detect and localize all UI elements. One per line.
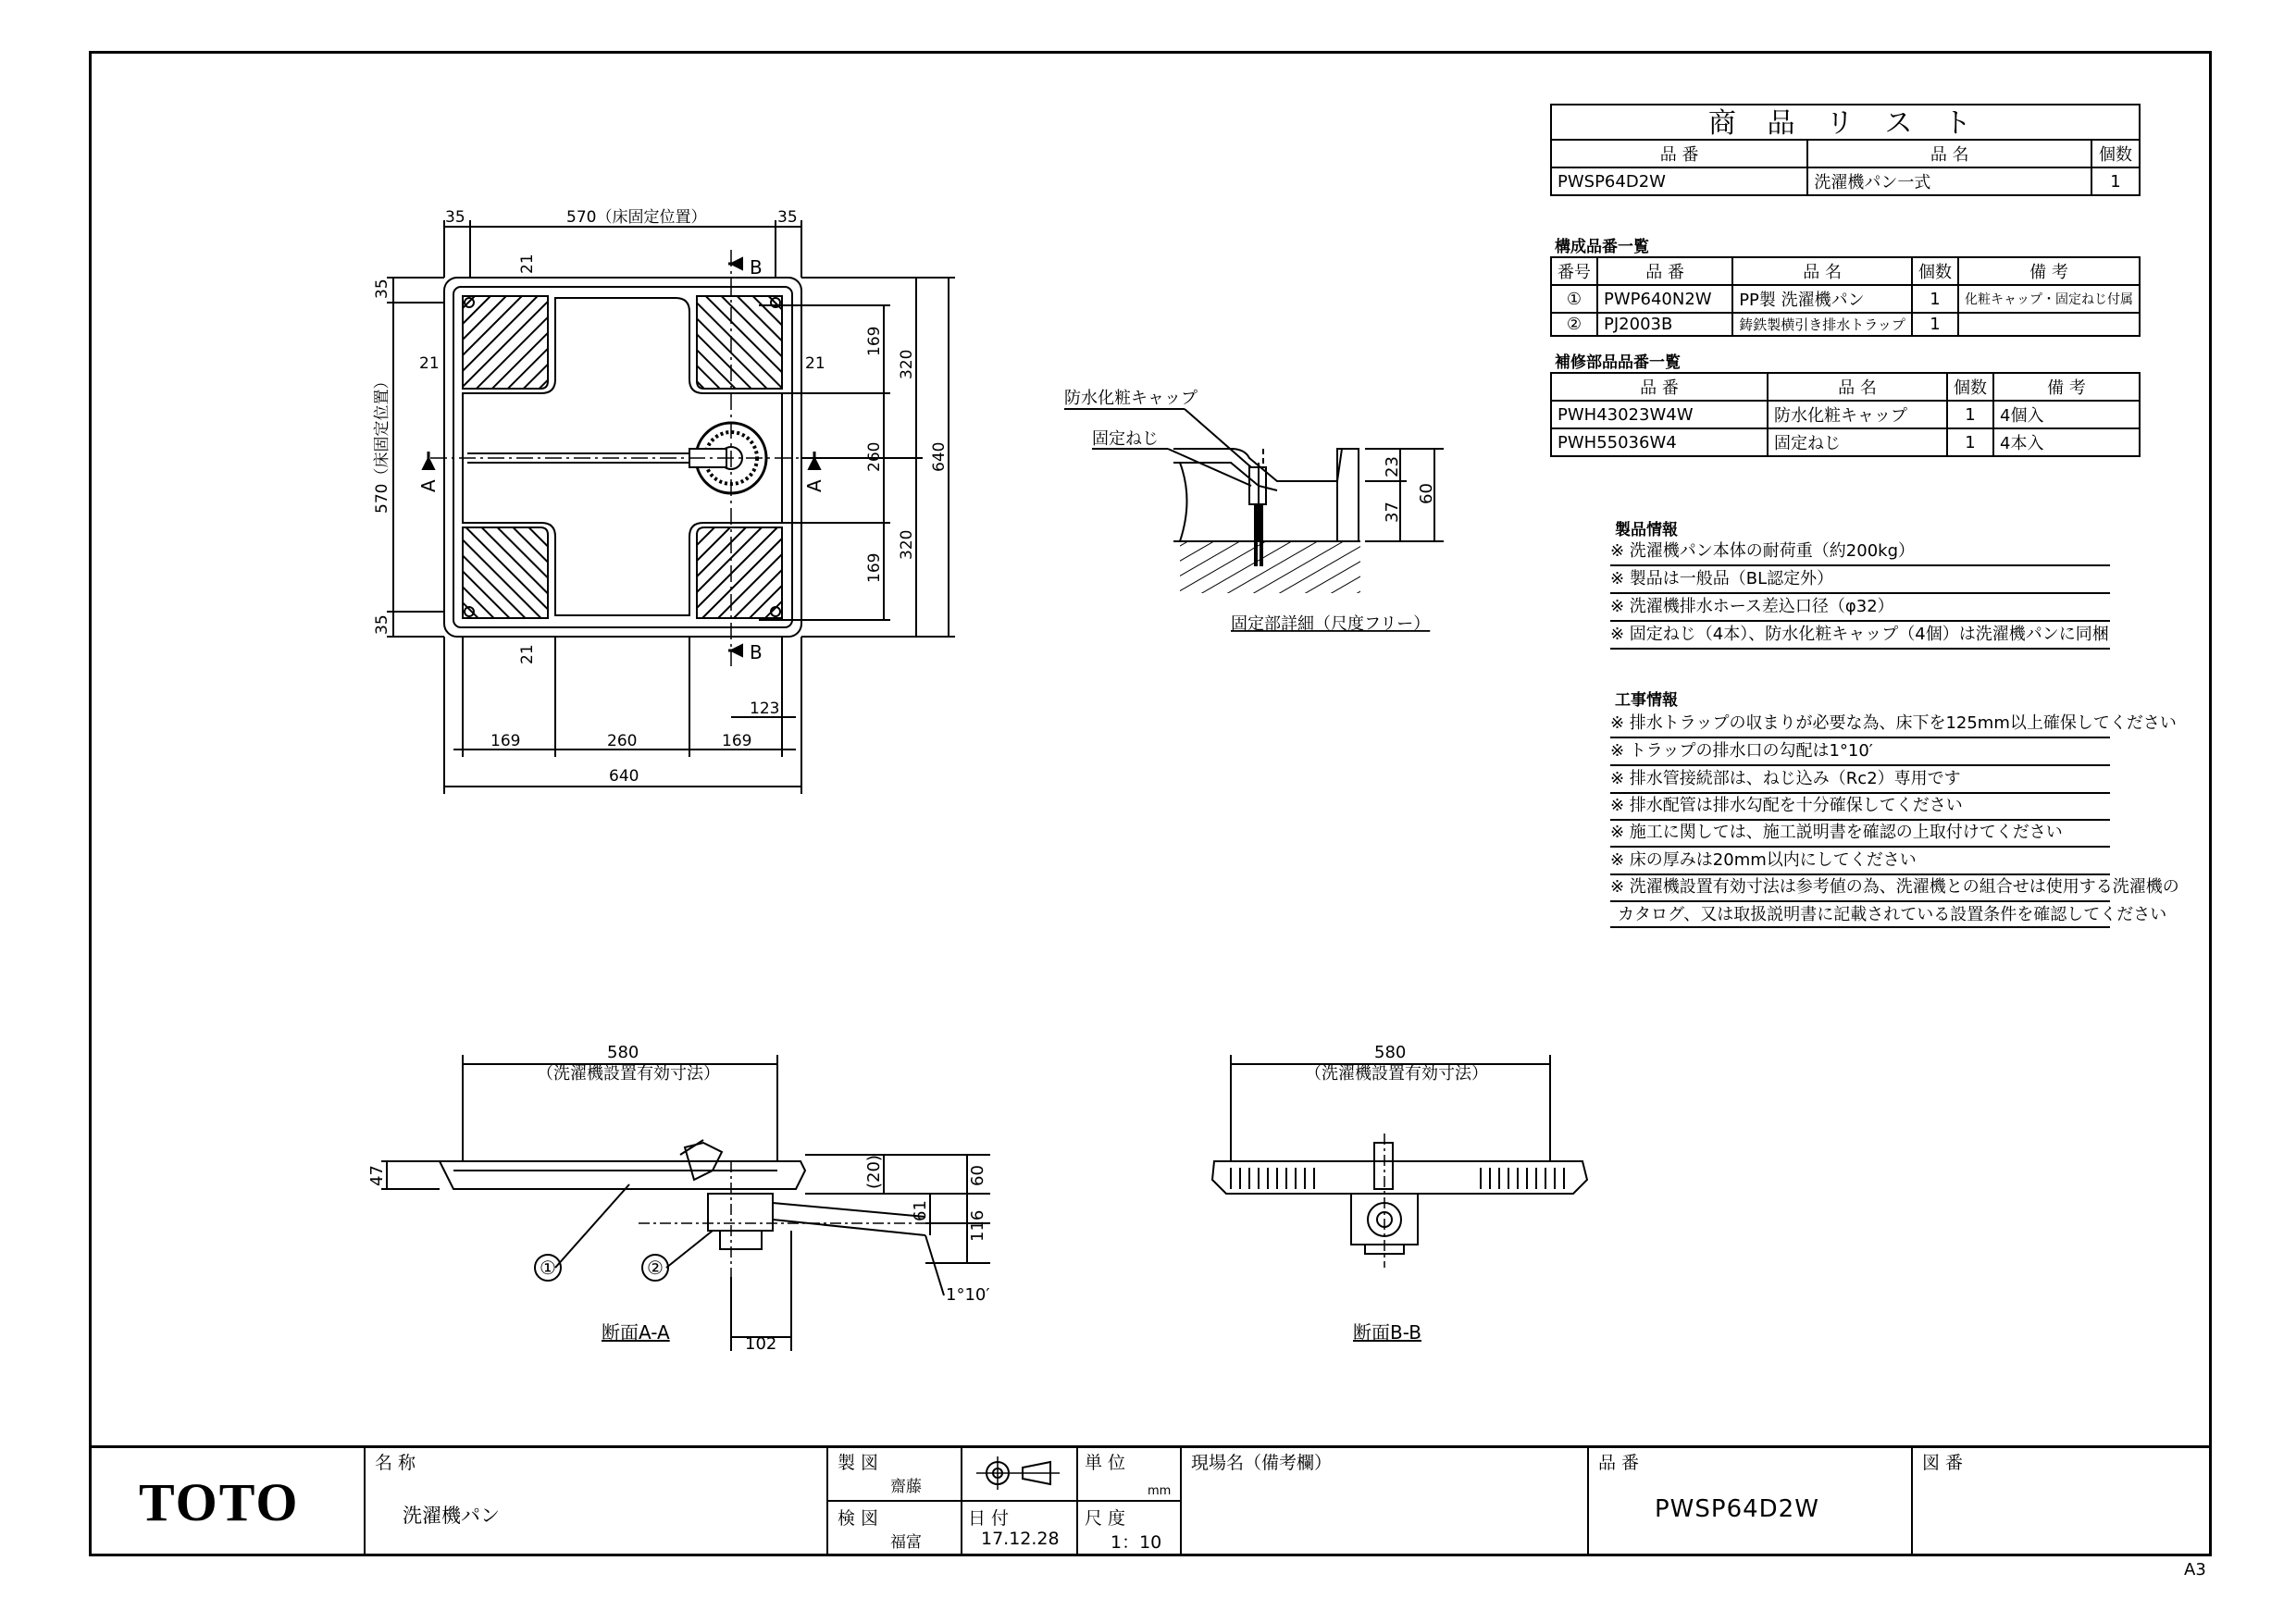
dim-label: 570（床固定位置）	[566, 208, 707, 227]
dim-label: 60	[1417, 483, 1436, 504]
divider	[1587, 1445, 1589, 1556]
fixing-detail-labels	[1064, 389, 1436, 634]
header-part-no: 品 番	[1551, 140, 1807, 167]
part-value: PWSP64D2W	[1655, 1495, 1819, 1523]
toto-logo: TOTO	[139, 1472, 300, 1532]
dim-label: 123	[750, 700, 780, 718]
header-remarks: 備 考	[1958, 257, 2140, 285]
header-part-no: 品 番	[1551, 373, 1768, 401]
divider	[1911, 1445, 1913, 1556]
header-qty: 個数	[1912, 257, 1958, 285]
cap-label: 防水化粧キャップ	[1064, 389, 1198, 408]
dim-label: 21	[518, 254, 537, 274]
dim-label: 580	[607, 1043, 639, 1062]
product-info-item: ※ 洗濯機パン本体の耐荷重（約200kg）	[1610, 539, 2110, 566]
section-b-label: B	[750, 256, 763, 279]
cell-part-name: PP製 洗濯機パン	[1732, 285, 1912, 313]
projection-symbol-icon	[967, 1451, 1069, 1495]
cell-part-name: 防水化粧キャップ	[1768, 401, 1947, 428]
construction-info-item: ※ 床の厚みは20mm以内にしてください	[1610, 848, 2110, 875]
callout-2: ②	[647, 1257, 664, 1279]
dim-label: 640	[930, 441, 949, 472]
cell-qty: 1	[1947, 428, 1993, 456]
cell-index: ①	[1551, 285, 1597, 313]
dim-label: 21	[419, 354, 440, 373]
cell-part-no: PWH55036W4	[1551, 428, 1768, 456]
dim-label: 570（床固定位置）	[373, 373, 391, 514]
site-label: 現場名（備考欄）	[1191, 1453, 1333, 1473]
unit-label: 単 位	[1085, 1453, 1126, 1473]
header-qty: 個数	[2091, 140, 2140, 167]
construction-info-title: 工事情報	[1615, 691, 1678, 710]
cell-part-no: PWSP64D2W	[1551, 167, 1807, 195]
dim-label: 169	[865, 326, 884, 356]
header-part-name: 品 名	[1807, 140, 2091, 167]
section-bb-title: 断面B-B	[1353, 1321, 1421, 1344]
dim-label: 60	[968, 1165, 987, 1186]
name-label: 名 称	[375, 1453, 416, 1473]
plan-view-labels	[373, 208, 949, 786]
divider	[826, 1500, 1182, 1502]
cell-part-name: 鋳鉄製横引き排水トラップ	[1732, 313, 1912, 336]
cell-part-no: PWP640N2W	[1597, 285, 1732, 313]
section-b-label: B	[750, 641, 763, 663]
sheet-size-label: A3	[2184, 1560, 2206, 1580]
dim-label: 260	[607, 732, 638, 750]
components-title: 構成品番一覧	[1555, 238, 1649, 256]
scale-label: 尺 度	[1085, 1508, 1126, 1529]
date-value: 17.12.28	[981, 1529, 1060, 1549]
dim-label: 169	[722, 732, 752, 750]
cell-qty: 1	[2091, 167, 2140, 195]
header-part-name: 品 名	[1768, 373, 1947, 401]
section-aa-labels	[367, 1043, 989, 1354]
part-label: 品 番	[1598, 1453, 1640, 1473]
cell-part-name: 洗濯機パン一式	[1807, 167, 2091, 195]
cell-part-no: PJ2003B	[1597, 313, 1732, 336]
dim-note: （洗濯機設置有効寸法）	[537, 1064, 720, 1084]
scale-value: 1：10	[1111, 1532, 1162, 1553]
cell-part-name: 固定ねじ	[1768, 428, 1947, 456]
dim-label: 102	[745, 1334, 777, 1354]
dim-label: 169	[865, 552, 884, 583]
section-bb	[1212, 1055, 1587, 1268]
cell-index: ②	[1551, 313, 1597, 336]
header-part-name: 品 名	[1732, 257, 1912, 285]
cell-part-no: PWH43023W4W	[1551, 401, 1768, 428]
product-list-title: 商 品 リ ス ト	[1550, 104, 2141, 141]
drawn-by: 齋藤	[890, 1478, 922, 1496]
screw-label: 固定ねじ	[1092, 429, 1159, 449]
dim-label: 21	[805, 354, 825, 373]
cell-remarks: 4本入	[1993, 428, 2140, 456]
dim-label: 61	[911, 1200, 930, 1221]
cell-remarks: 化粧キャップ・固定ねじ付属	[1958, 285, 2140, 313]
section-aa	[381, 1055, 990, 1351]
name-value: 洗濯機パン	[403, 1505, 500, 1527]
plan-view	[387, 220, 955, 794]
drawing-no-label: 図 番	[1922, 1453, 1964, 1473]
construction-info-item: ※ 排水配管は排水勾配を十分確保してください	[1610, 793, 2110, 821]
unit-value: mm	[1148, 1484, 1172, 1498]
product-info-item: ※ 洗濯機排水ホース差込口径（φ32）	[1610, 594, 2110, 622]
header-part-no: 品 番	[1597, 257, 1732, 285]
dim-label: 116	[968, 1209, 987, 1242]
product-info-item: ※ 製品は一般品（BL認定外）	[1610, 566, 2110, 594]
header-qty: 個数	[1947, 373, 1993, 401]
construction-info-item: ※ 洗濯機設置有効寸法は参考値の為、洗濯機との組合せは使用する洗濯機の	[1610, 874, 2110, 902]
dim-label: 35	[445, 208, 465, 227]
dim-label: 35	[373, 614, 391, 635]
section-a-label: A	[803, 479, 825, 492]
cell-qty: 1	[1912, 313, 1958, 336]
dim-label: 35	[777, 208, 798, 227]
checked-label: 検 図	[838, 1508, 879, 1529]
dim-label: 320	[898, 529, 916, 560]
section-a-label: A	[417, 479, 440, 492]
detail-title: 固定部詳細（尺度フリー）	[1231, 614, 1431, 634]
header-index: 番号	[1551, 257, 1597, 285]
dim-label: 640	[609, 767, 639, 786]
construction-info-item: ※ トラップの排水口の勾配は1°10′	[1610, 738, 2110, 766]
callout-1: ①	[540, 1257, 556, 1279]
cell-qty: 1	[1912, 285, 1958, 313]
cell-qty: 1	[1947, 401, 1993, 428]
dim-note: （洗濯機設置有効寸法）	[1305, 1064, 1488, 1084]
slope-label: 1°10′	[946, 1285, 990, 1305]
dim-label: 47	[367, 1165, 387, 1186]
dim-label: 37	[1383, 502, 1402, 523]
drawn-label: 製 図	[838, 1453, 879, 1473]
construction-info-item: カタログ、又は取扱説明書に記載されている設置条件を確認してください	[1610, 902, 2110, 928]
dim-label: (20)	[864, 1155, 884, 1189]
repair-parts-title: 補修部品品番一覧	[1555, 353, 1681, 372]
dim-label: 580	[1374, 1043, 1407, 1062]
section-aa-title: 断面A-A	[602, 1321, 670, 1344]
date-label: 日 付	[968, 1508, 1010, 1529]
checked-by: 福富	[890, 1533, 922, 1552]
divider	[364, 1445, 366, 1556]
construction-info-item: ※ 排水トラップの収まりが必要な為、床下を125mm以上確保してください	[1610, 711, 2110, 738]
dim-label: 35	[373, 279, 391, 299]
construction-info-item: ※ 排水管接続部は、ねじ込み（Rc2）専用です	[1610, 766, 2110, 794]
dim-label: 320	[898, 349, 916, 379]
dim-label: 21	[518, 644, 537, 664]
product-info-item: ※ 固定ねじ（4本）、防水化粧キャップ（4個）は洗濯機パンに同梱	[1610, 622, 2110, 650]
dim-label: 260	[865, 441, 884, 472]
dim-label: 23	[1383, 456, 1402, 477]
header-remarks: 備 考	[1993, 373, 2140, 401]
dim-label: 169	[490, 732, 521, 750]
cell-remarks: 4個入	[1993, 401, 2140, 428]
product-info-title: 製品情報	[1615, 521, 1678, 539]
construction-info-item: ※ 施工に関しては、施工説明書を確認の上取付けてください	[1610, 820, 2110, 848]
